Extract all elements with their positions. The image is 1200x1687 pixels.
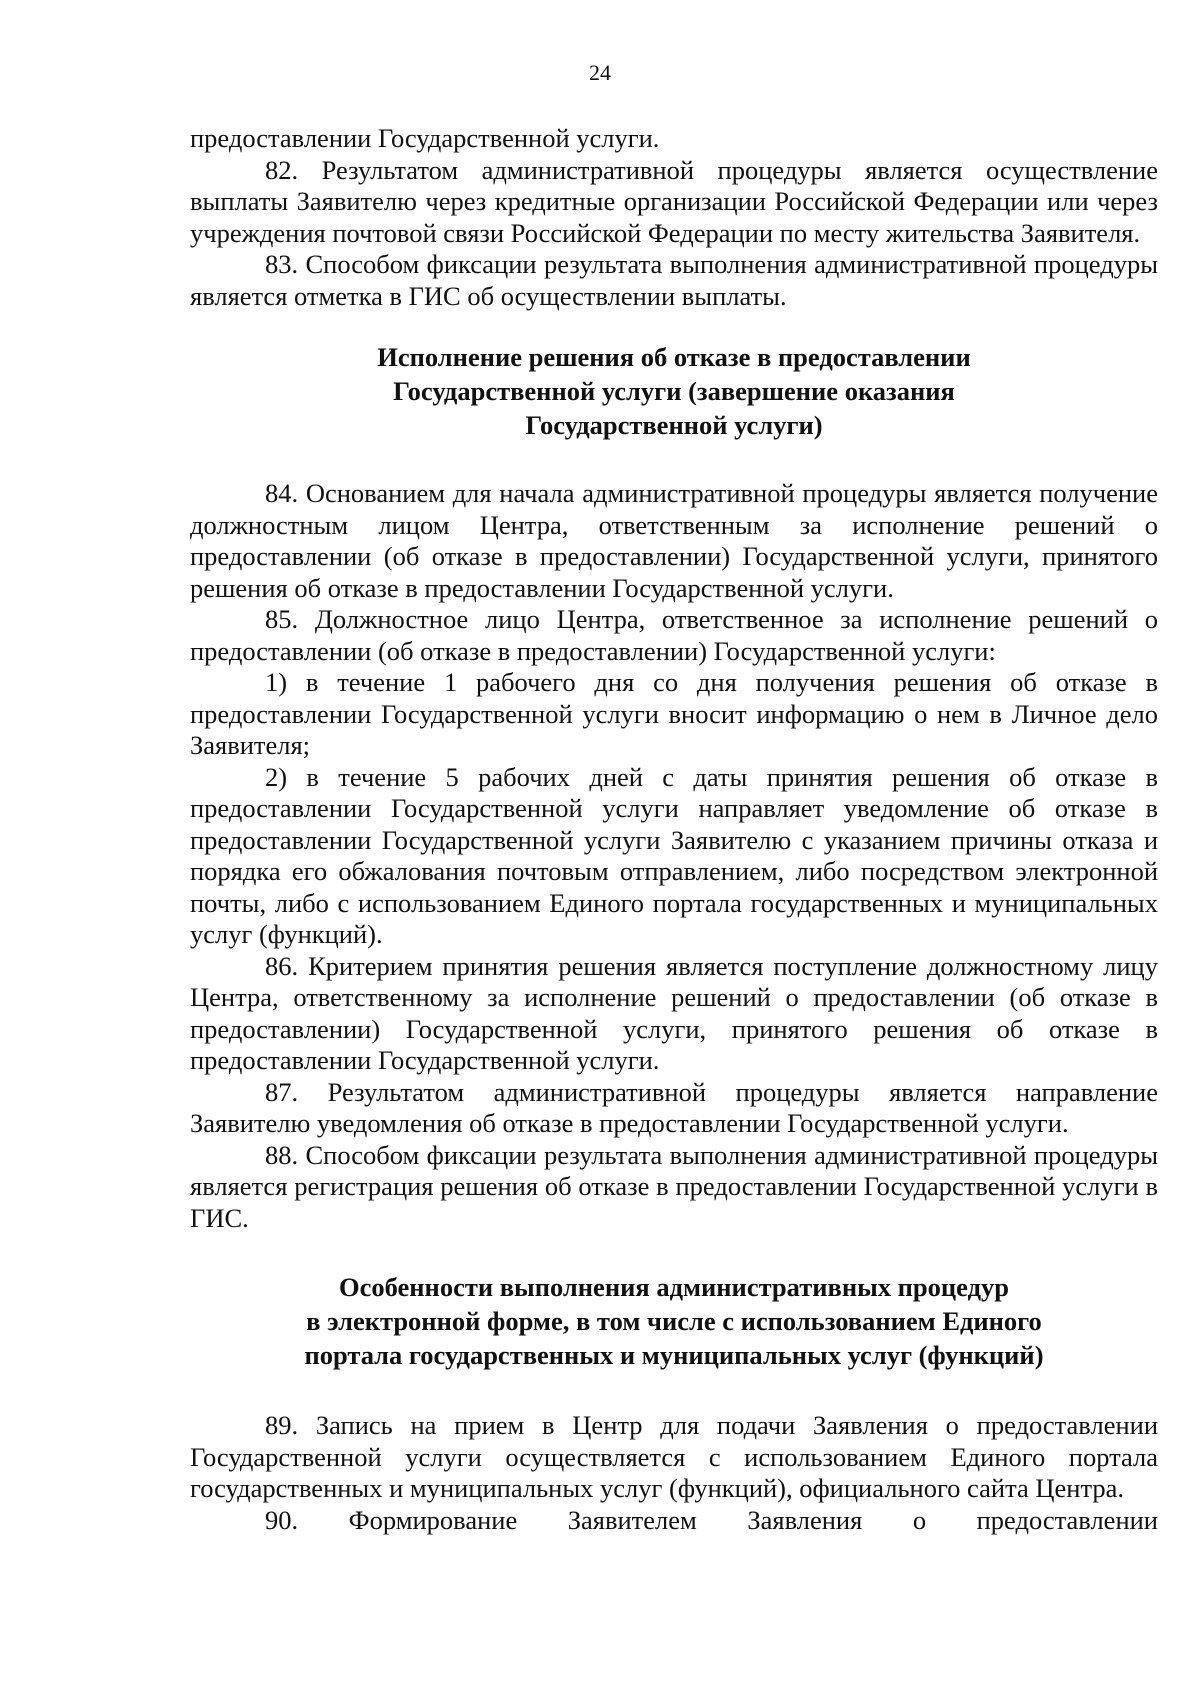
word: Заявления	[747, 1504, 863, 1535]
paragraph: 84. Основанием для начала административной процедуры является получение должностным лицом Центра, ответственным за исполнение решений о предоставлении (об отказе в предоставлении) Государственной услуги, принятого решения об отказе в предоставлении Государственной услуги.	[190, 478, 1158, 603]
word: о	[912, 1504, 927, 1535]
word: Заявителем	[567, 1504, 697, 1535]
paragraph: 82. Результатом административной процедуры является осуществление выплаты Заявителю через кредитные организации Российской Федерации или через учреждения почтовой связи Российской Федерации по месту жительства Заявителя.	[190, 154, 1158, 248]
paragraph: 85. Должностное лицо Центра, ответственное за исполнение решений о предоставлении (об отказе в предоставлении) Государственной услуги:	[190, 604, 1158, 666]
paragraph: 89. Запись на прием в Центр для подачи Заявления о предоставлении Государственной услуги осуществляется с использованием Единого портала государственных и муниципальных услуг (функций), официального сайта Центра.	[190, 1410, 1158, 1503]
heading-line: в электронной форме, в том числе с использованием Единого	[306, 1306, 1042, 1336]
document-body	[190, 123, 1158, 1536]
paragraph-start	[190, 1505, 1158, 1537]
heading-line: Государственной услуги)	[525, 410, 823, 440]
paragraph: 88. Способом фиксации результата выполнения административной процедуры является регистрация решения об отказе в предоставлении Государственной услуги в ГИС.	[190, 1139, 1158, 1233]
paragraph: 86. Критерием принятия решения является поступление должностному лицу Центра, ответственному за исполнение решений о предоставлении (об отказе в предоставлении) Государственной услуги, принятого решения об отказе в предоставлении Государственной услуги.	[190, 950, 1158, 1075]
heading-line: Особенности выполнения административных процедур	[339, 1272, 1009, 1302]
paragraph: 87. Результатом административной процедуры является направление Заявителю уведомления об отказе в предоставлении Государственной услуги.	[190, 1076, 1158, 1138]
heading-line: Государственной услуги (завершение оказания	[393, 376, 955, 406]
paragraph: 83. Способом фиксации результата выполнения административной процедуры является отметка в ГИС об осуществлении выплаты.	[190, 249, 1158, 311]
paragraph: 1) в течение 1 рабочего дня со дня получения решения об отказе в предоставлении Государственной услуги вносит информацию о нем в Личное дело Заявителя;	[190, 667, 1158, 760]
section-heading	[190, 1270, 1158, 1372]
word: предоставлении	[976, 1504, 1158, 1535]
paragraph: предоставлении Государственной услуги.	[190, 123, 660, 153]
heading-line: Исполнение решения об отказе в предоставлении	[377, 342, 971, 372]
section-heading	[190, 340, 1158, 442]
page-number: 24	[589, 60, 611, 85]
paragraph: 2) в течение 5 рабочих дней с даты принятия решения об отказе в предоставлении Государственной услуги направляет уведомление об отказе в предоставлении Государственной услуги Заявителю с указанием причины отказа и порядка его обжалования почтовым отправлением, либо посредством электронной почты, либо с использованием Единого портала государственных и муниципальных услуг (функций).	[190, 761, 1158, 949]
word: Формирование	[348, 1504, 518, 1535]
word: 90.	[265, 1504, 299, 1535]
heading-line: портала государственных и муниципальных услуг (функций)	[304, 1340, 1044, 1370]
